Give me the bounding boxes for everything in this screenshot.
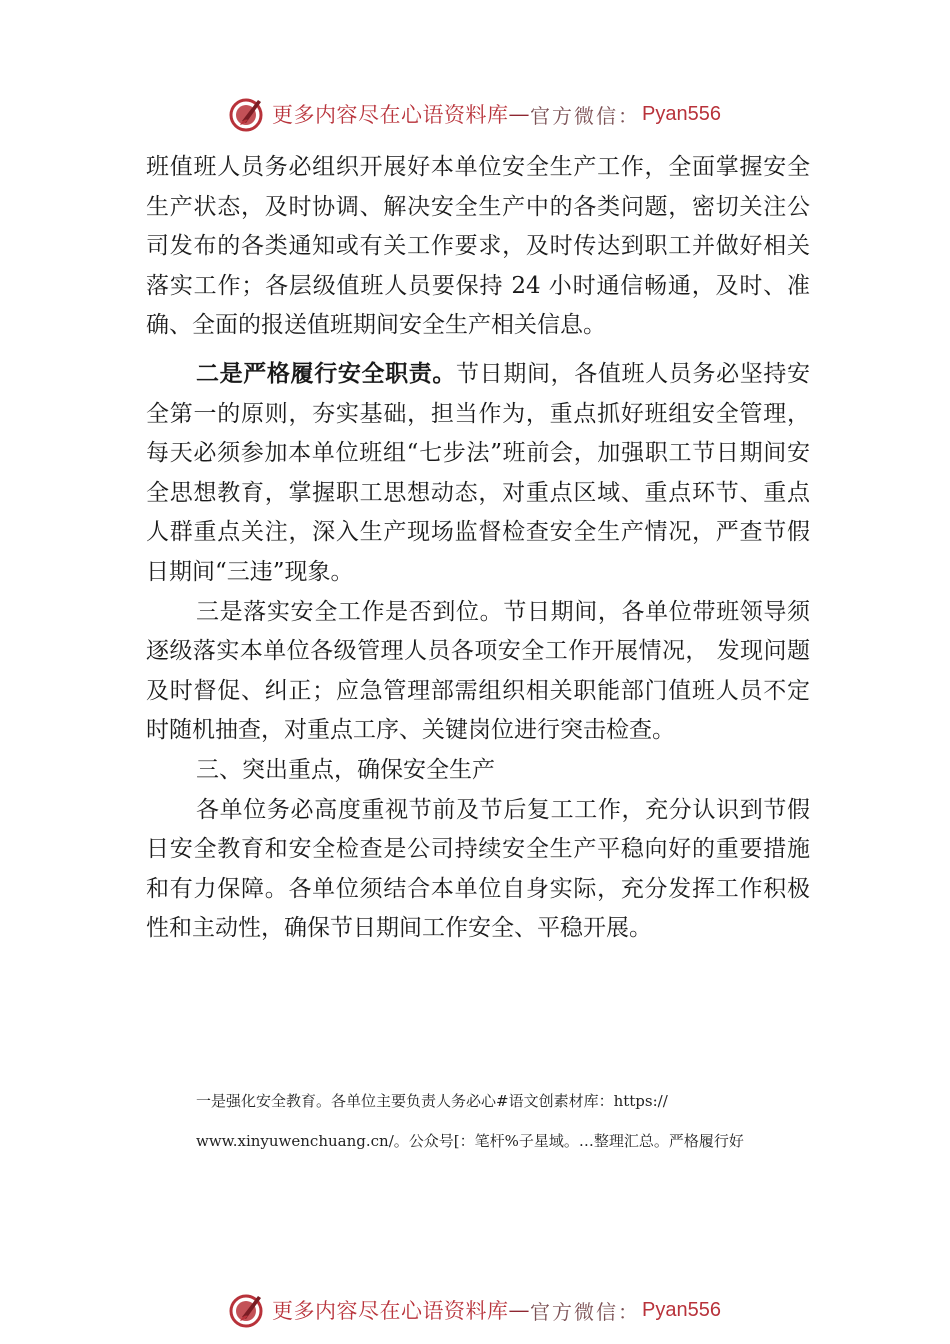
quill-seal-icon	[228, 1290, 268, 1330]
paragraph-lead-heading: 二是严格履行安全职责。	[196, 360, 457, 387]
footer-wechat-label: 官方微信：	[530, 1299, 640, 1324]
header-banner	[228, 94, 748, 134]
document-body	[146, 148, 810, 949]
paragraph-duty	[146, 355, 810, 593]
footer-banner	[228, 1290, 748, 1330]
banner-title: 更多内容尽在心语资料库	[272, 103, 509, 127]
wechat-label: 官方微信：	[530, 103, 640, 128]
footer-wechat-id: Pyan556	[642, 1298, 721, 1321]
wechat-id: Pyan556	[642, 102, 721, 125]
paragraph-duty-text: 节日期间，各值班人员务必坚持安全第一的原则，夯实基础，担当作为，重点抓好班组安全管理，每天必须参加本单位班组“七步法”班前会，加强职工节日期间安全思想教育，掌握职工思想动态，对重点区域、重点环节、重点人群重点关注，深入生产现场监督检查安全生产情况，严查节假日期间“三违”现象。	[146, 360, 811, 585]
paragraph-continued: 班值班人员务必组织开展好本单位安全生产工作，全面掌握安全生产状态，及时协调、解决安全生产中的各类问题，密切关注公司发布的各类通知或有关工作要求，及时传达到职工并做好相关落实工作；各层级值班人员要保持 24 小时通信畅通，及时、准确、全面的报送值班期间安全生产相关信息。	[146, 154, 810, 339]
footer-banner-title: 更多内容尽在心语资料库	[272, 1299, 509, 1323]
note-line-2: www.xinyuwenchuang.cn/。公众号[：笔杆%子星域。…整理汇总。严格履行好	[196, 1132, 744, 1150]
paragraph-summary: 各单位务必高度重视节前及节后复工工作，充分认识到节假日安全教育和安全检查是公司持续安全生产平稳向好的重要措施和有力保障。各单位须结合本单位自身实际，充分发挥工作积极性和主动性，确保节日期间工作安全、平稳开展。	[146, 796, 810, 942]
banner-separator: —	[508, 102, 530, 126]
section-heading: 三、突出重点，确保安全生产	[196, 756, 495, 783]
quill-seal-icon	[228, 94, 268, 134]
footer-banner-separator: —	[508, 1298, 530, 1322]
note-line-1: 一是强化安全教育。各单位主要负责人务必心#语文创素材库：https://	[196, 1092, 668, 1110]
paragraph-implementation: 三是落实安全工作是否到位。节日期间，各单位带班领导须逐级落实本单位各级管理人员各项安全工作开展情况， 发现问题及时督促、纠正；应急管理部需组织相关职能部门值班人员不定时随机抽查，对重点工序、关键岗位进行突击检查。	[146, 598, 810, 744]
